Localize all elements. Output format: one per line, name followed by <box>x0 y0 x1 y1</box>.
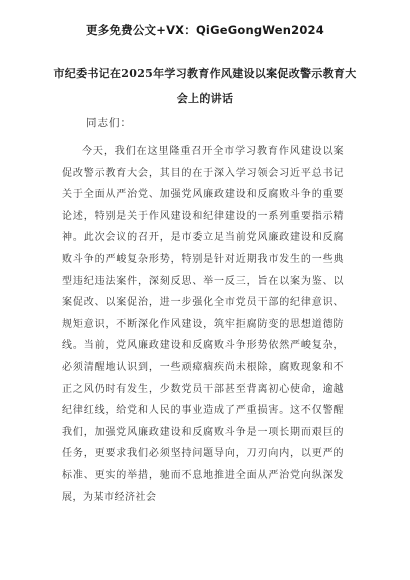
salutation: 同志们： <box>86 117 132 129</box>
body-paragraph: 今天，我们在这里隆重召开全市学习教育作风建设以案促改警示教育大会，其目的在于深入学习领会习近平总书记关于全面从严治党、加强党风廉政建设和反腐败斗争的重要论述，特别是关于作风建设和纪律建设的一系列重要指示精神。此次会议的召开，是市委立足当前党风廉政建设和反腐败斗争的严峻复杂形势，特别是针对近期我市发生的一些典型违纪违法案件，深刻反思、举一反三，旨在以案为鉴、以案促改、以案促治，进一步强化全市党员干部的纪律意识、规矩意识，不断深化作风建设，筑牢拒腐防变的思想道德防线。当前，党风廉政建设和反腐败斗争形势依然严峻复杂，必须清醒地认识到，一些顽瘴痼疾尚未根除，腐败现象和不正之风仍时有发生，少数党员干部甚至背离初心使命，逾越纪律红线，给党和人民的事业造成了严重损害。这不仅警醒我们，加强党风廉政建设和反腐败斗争是一项长期而艰巨的任务，更要求我们必须坚持问题导向，刀刃向内，以更严的标准、更实的举措，驰而不息地推进全面从严治党向纵深发展，为某市经济社会 <box>62 146 344 503</box>
header-banner: 更多免费公文+VX：QiGeGongWen2024 <box>86 23 324 37</box>
document-title: 市纪委书记在2025年学习教育作风建设以案促改警示教育大会上的讲话 <box>53 67 357 105</box>
